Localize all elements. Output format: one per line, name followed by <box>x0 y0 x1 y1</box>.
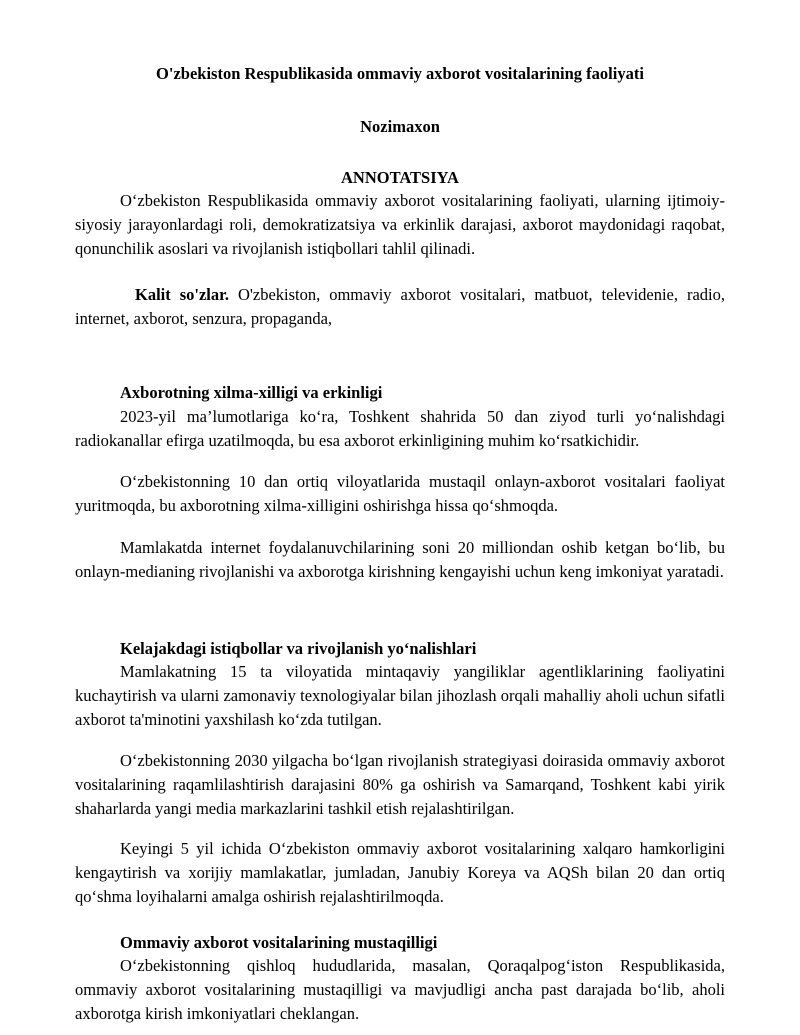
document-author: Nozimaxon <box>360 117 440 136</box>
annotation-heading: ANNOTATSIYA <box>341 168 459 187</box>
section-paragraph: Mamlakatda internet foydalanuvchilarining soni 20 milliondan oshib ketgan bo‘lib, bu onlayn-medianing rivojlanishi va axborotga kirishning kengayishi uchun keng imkoniyat yaratadi. <box>75 538 725 581</box>
section-paragraph: O‘zbekistonning 2030 yilgacha bo‘lgan rivojlanish strategiyasi doirasida ommaviy axborot vositalarining raqamlilashtirish darajasini 80% ga oshirish va Samarqand, Toshkent kabi yirik shaharlarda yangi media markazlarini tashkil etish rejalashtirilgan. <box>75 751 725 818</box>
section-paragraph: O‘zbekistonning qishloq hududlarida, masalan, Qoraqalpog‘iston Respublikasida, ommaviy axborot vositalarining mustaqilligi va mavjudligi ancha past darajada bo‘lib, aholi axborotga kirish imkoniyatlari cheklangan. <box>75 956 725 1023</box>
annotation-paragraph: O‘zbekiston Respublikasida ommaviy axborot vositalarining faoliyati, ularning ijtimoiy-siyosiy jarayonlardagi roli, demokratizatsiya va erkinlik darajasi, axborot maydonidagi raqobat, qonunchilik asoslari va rivojlanish istiqbollari tahlil qilinadi. <box>75 191 725 258</box>
keywords-label: Kalit so'zlar. <box>135 285 230 304</box>
keywords-paragraph <box>75 283 725 331</box>
section-heading: Ommaviy axborot vositalarining mustaqilligi <box>120 933 438 952</box>
section-paragraph: 2023-yil ma’lumotlariga ko‘ra, Toshkent shahrida 50 dan ziyod turli yo‘nalishdagi radiokanallar efirga uzatilmoqda, bu esa axborot erkinligining muhim ko‘rsatkichidir. <box>75 407 725 450</box>
section-paragraph: Mamlakatning 15 ta viloyatida mintaqaviy yangiliklar agentliklarining faoliyatini kuchaytirish va ularni zamonaviy texnologiyalar bilan jihozlash orqali mahalliy aholi uchun sifatli axborot ta'minotini yaxshilash ko‘zda tutilgan. <box>75 662 725 729</box>
section-paragraph: O‘zbekistonning 10 dan ortiq viloyatlarida mustaqil onlayn-axborot vositalari faoliyat yuritmoqda, bu axborotning xilma-xilligini oshirishga hissa qo‘shmoqda. <box>75 472 725 515</box>
section-heading: Kelajakdagi istiqbollar va rivojlanish yo‘nalishlari <box>120 639 477 658</box>
section-heading: Axborotning xilma-xilligi va erkinligi <box>120 383 383 402</box>
keywords-list: O'zbekiston, ommaviy axborot vositalari, matbuot, televidenie, radio, internet, axborot, senzura, propaganda, <box>75 285 725 328</box>
document-title: O'zbekiston Respublikasida ommaviy axborot vositalarining faoliyati <box>156 64 644 83</box>
section-paragraph: Keyingi 5 yil ichida O‘zbekiston ommaviy axborot vositalarining xalqaro hamkorligini kengaytirish va xorijiy mamlakatlar, jumladan, Janubiy Koreya va AQSh bilan 20 dan ortiq qo‘shma loyihalarni amalga oshirish rejalashtirilmoqda. <box>75 839 725 906</box>
